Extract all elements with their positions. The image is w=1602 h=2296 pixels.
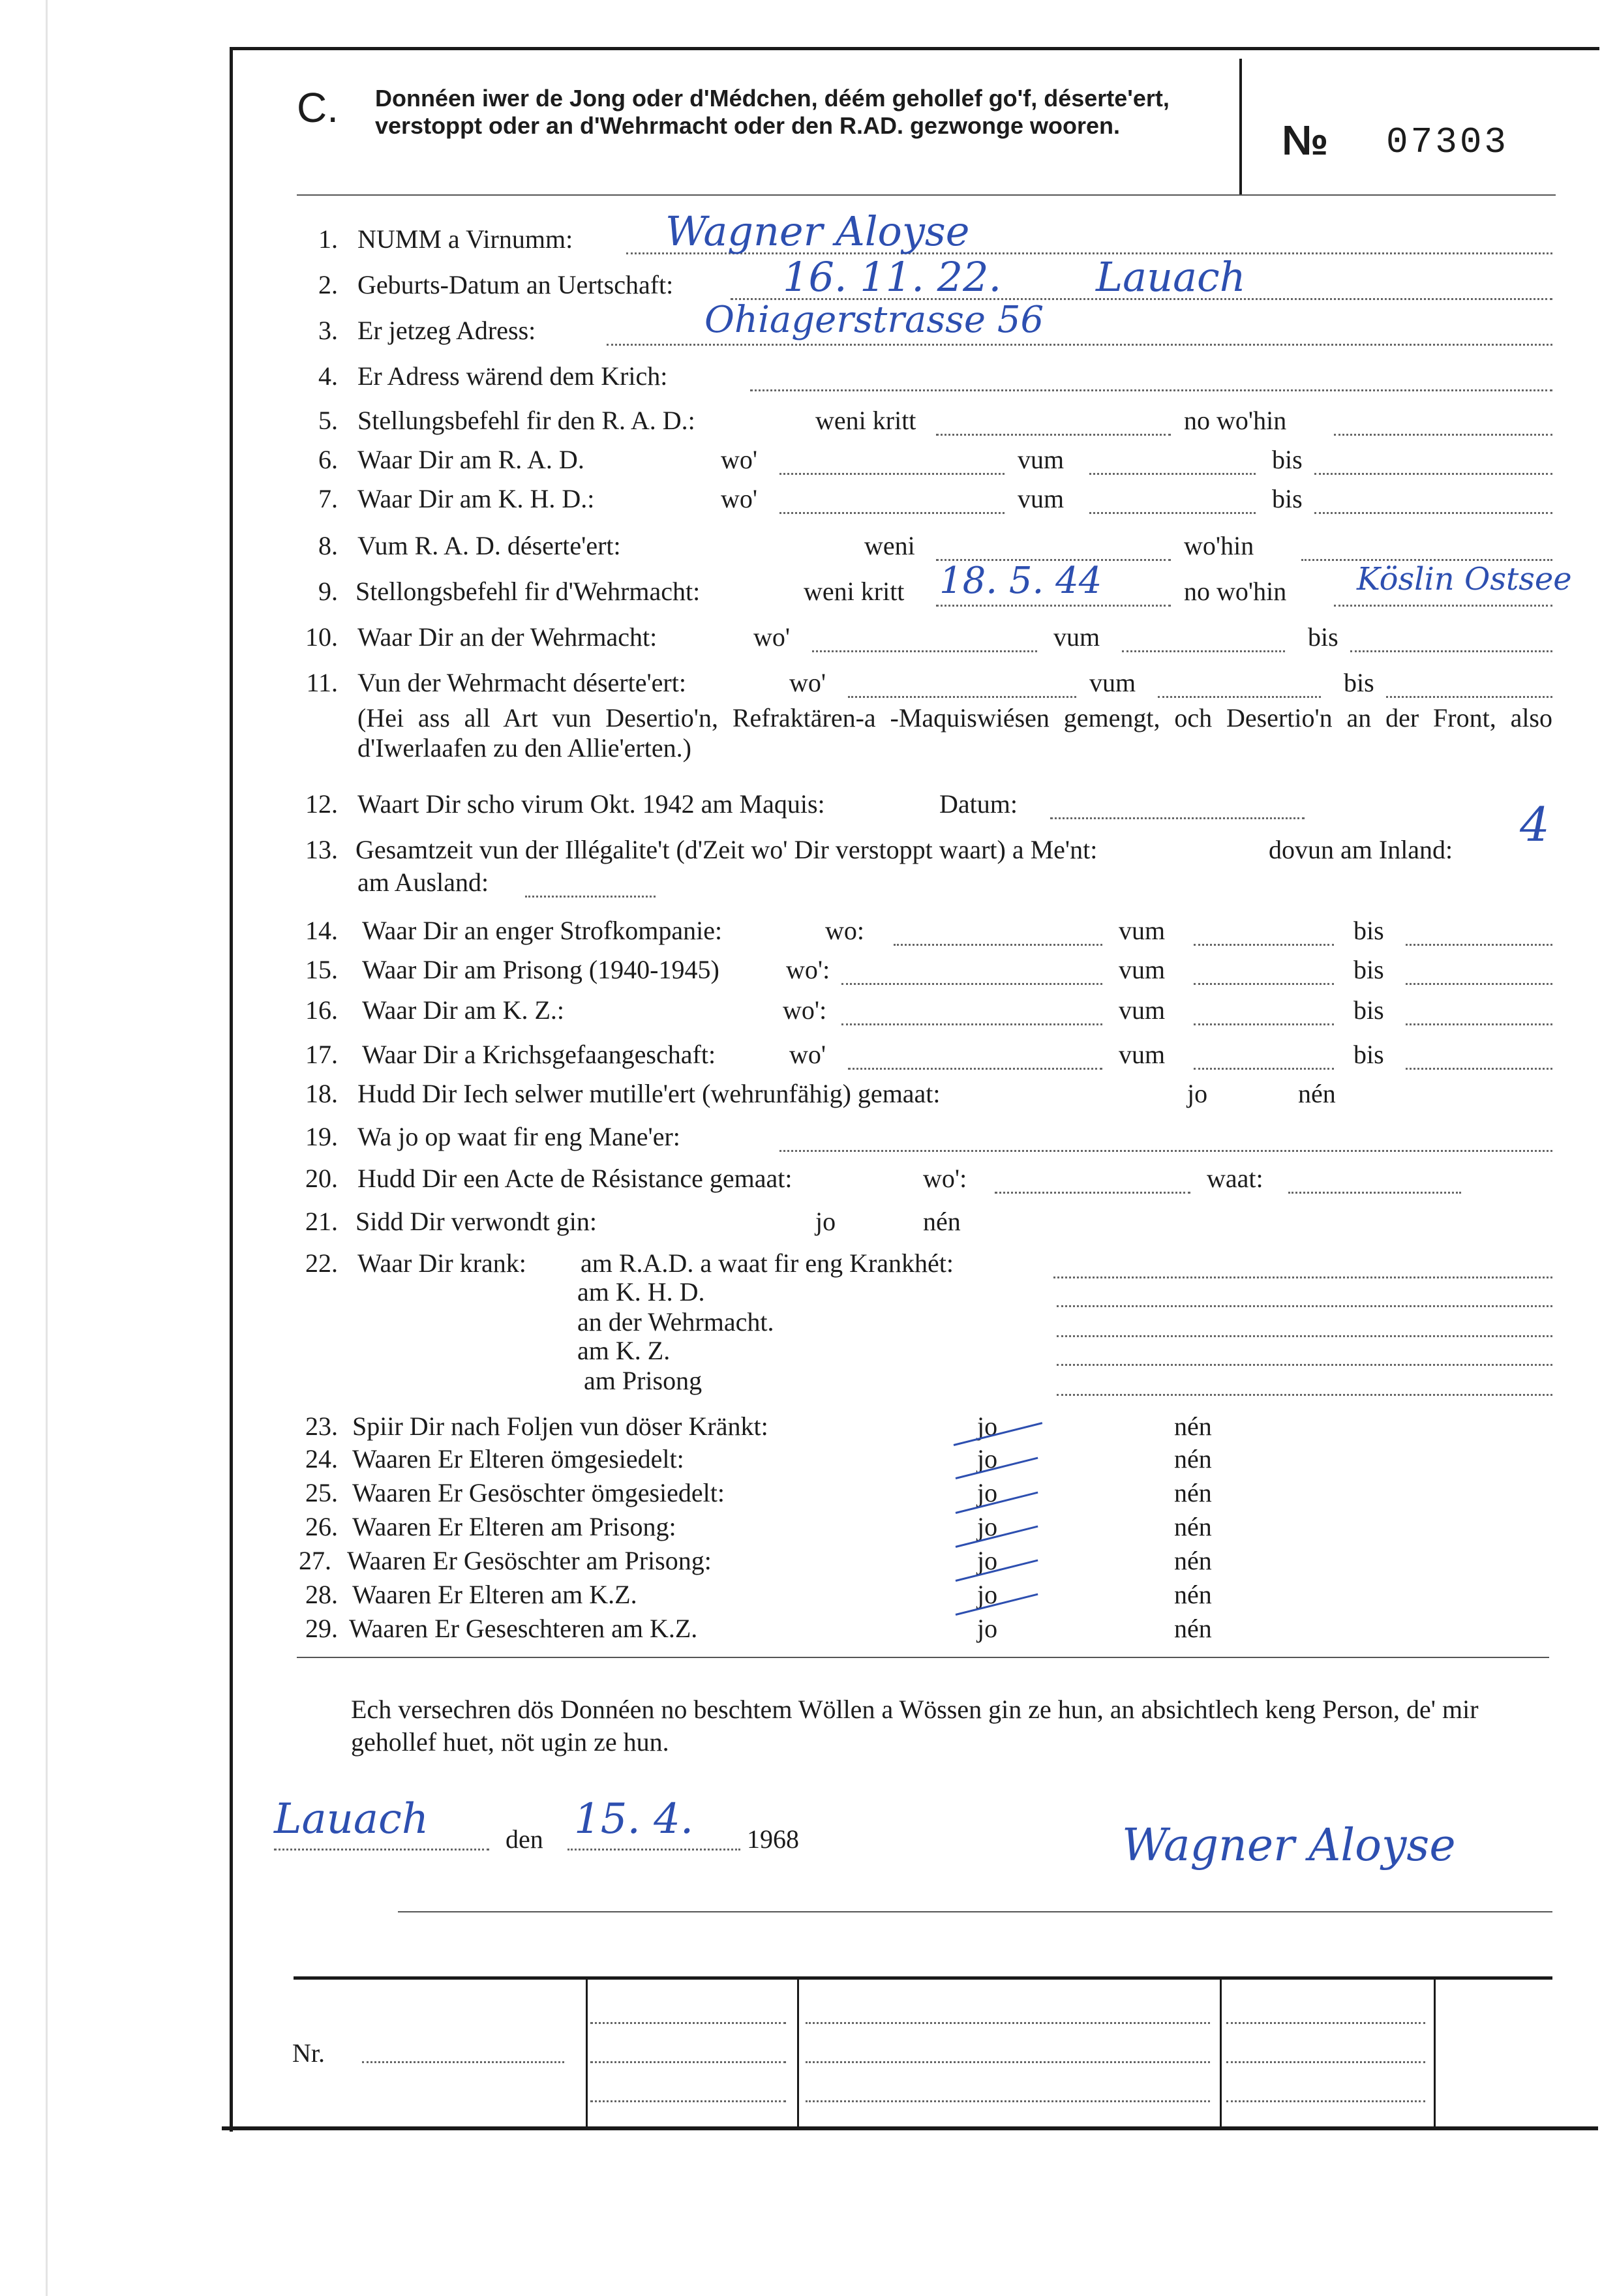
handwritten-birth-date: 16. 11. 22.: [783, 253, 1002, 301]
fill-line[interactable]: [1334, 605, 1552, 607]
field-number: 5.: [318, 406, 338, 435]
field-label: Waar Dir krank:: [357, 1248, 526, 1278]
footer-divider: [1434, 1976, 1436, 2128]
number-sign: №: [1282, 117, 1329, 164]
field-number: 22.: [305, 1248, 338, 1278]
field-sub-label: vum: [1119, 995, 1166, 1025]
field-sub-label: weni: [864, 531, 915, 560]
fill-line[interactable]: [607, 344, 1552, 346]
yes-option[interactable]: jo: [815, 1207, 836, 1236]
field-number: 21.: [305, 1207, 338, 1236]
field-sub-label: vum: [1119, 916, 1166, 945]
desertion-note: (Hei ass all Art vun Desertio'n, Refraktären-a -Maquiswiésen gemengt, och Desertio'n an der Front, also d'Iwerlaafen zu den Allie'erten.): [357, 703, 1552, 763]
field-sub-label: vum: [1018, 484, 1065, 513]
field-label: Wa jo op waat fir eng Mane'er:: [357, 1122, 680, 1151]
fill-line[interactable]: [812, 650, 1037, 652]
yes-option[interactable]: jo: [1187, 1079, 1208, 1108]
field-label: Gesamtzeit vun der Illégalite't (d'Zeit wo' Dir verstoppt waart) a Me'nt:: [355, 835, 1098, 864]
field-sub-label: no wo'hin: [1184, 577, 1287, 606]
yes-option[interactable]: jo: [977, 1412, 998, 1441]
field-number: 2.: [318, 270, 338, 299]
no-option[interactable]: nén: [1174, 1580, 1212, 1609]
yes-option[interactable]: jo: [977, 1478, 998, 1507]
field-label: Stellungsbefehl fir den R. A. D.:: [357, 406, 695, 435]
footer-line[interactable]: [1226, 2061, 1425, 2063]
field-sub-label: an der Wehrmacht.: [577, 1307, 774, 1337]
field-row-5: [0, 397, 1602, 436]
field-label: Waar Dir an enger Strofkompanie:: [362, 916, 723, 945]
field-number: 23.: [305, 1412, 338, 1441]
field-sub-label: wo': [753, 622, 791, 652]
field-sub-label: dovun am Inland:: [1269, 835, 1453, 864]
field-number: 20.: [305, 1164, 338, 1193]
field-row-14: [0, 907, 1602, 946]
field-label: Vun der Wehrmacht déserte'ert:: [357, 668, 686, 697]
field-sub-label: wo':: [786, 955, 830, 984]
footer-divider: [797, 1976, 799, 2128]
field-label: Vum R. A. D. déserte'ert:: [357, 531, 621, 560]
fill-line[interactable]: [1050, 817, 1305, 819]
place-line[interactable]: [274, 1849, 489, 1850]
field-number: 14.: [305, 916, 338, 945]
field-number: 9.: [318, 577, 338, 606]
field-number: 8.: [318, 531, 338, 560]
field-sub-label: wo':: [783, 995, 827, 1025]
field-label: am Ausland:: [357, 868, 489, 897]
field-row-17: [0, 1031, 1602, 1070]
footer-line[interactable]: [590, 2061, 786, 2063]
section-letter: C.: [297, 84, 339, 131]
field-row-7: [0, 475, 1602, 514]
field-row-22e: [0, 1357, 1602, 1396]
field-row-20: [0, 1155, 1602, 1194]
field-sub-label: wo': [789, 668, 826, 697]
field-number: 11.: [306, 668, 338, 697]
field-sub-label: am R.A.D. a waat fir eng Krankhét:: [581, 1248, 954, 1278]
field-sub-label: Datum:: [939, 789, 1018, 819]
field-label: Waart Dir scho virum Okt. 1942 am Maquis:: [357, 789, 825, 819]
fill-line[interactable]: [779, 512, 1005, 514]
field-label: Waaren Er Gesöschter am Prisong:: [347, 1546, 712, 1575]
field-row-28: [0, 1571, 1602, 1610]
handwritten-address: Ohiagerstrasse 56: [704, 299, 1044, 341]
field-label: NUMM a Virnumm:: [357, 224, 573, 254]
field-number: 10.: [305, 622, 338, 652]
field-sub-label: bis: [1353, 995, 1384, 1025]
field-label: Er Adress wärend dem Krich:: [357, 361, 668, 391]
fill-line[interactable]: [936, 605, 1171, 607]
field-label: Waaren Er Elteren ömgesiedelt:: [352, 1444, 684, 1473]
field-row-10: [0, 613, 1602, 652]
no-option[interactable]: nén: [1174, 1478, 1212, 1507]
section-title: Donnéen iwer de Jong oder d'Médchen, déém gehollef go'f, déserte'ert, verstoppt oder an d'Wehrmacht oder den R.AD. gezwonge wooren.: [375, 85, 1170, 139]
field-label: Waar Dir am Prisong (1940-1945): [362, 955, 719, 984]
no-option[interactable]: nén: [1298, 1079, 1336, 1108]
form-number: 07303: [1386, 121, 1509, 163]
field-number: 18.: [305, 1079, 338, 1108]
den-label: den: [506, 1824, 543, 1854]
no-option[interactable]: nén: [1174, 1412, 1212, 1441]
fill-line[interactable]: [1350, 650, 1552, 652]
field-number: 13.: [305, 835, 338, 864]
field-sub-label: bis: [1353, 1040, 1384, 1069]
yes-option[interactable]: jo: [977, 1580, 998, 1609]
fill-line[interactable]: [779, 1150, 1552, 1152]
field-sub-label: bis: [1272, 484, 1303, 513]
field-row-25: [0, 1469, 1602, 1508]
fill-line[interactable]: [1089, 512, 1256, 514]
field-sub-label: wo':: [923, 1164, 967, 1193]
field-label: Waaren Er Elteren am Prisong:: [352, 1512, 676, 1541]
fill-line[interactable]: [750, 389, 1552, 391]
no-option[interactable]: nén: [1174, 1444, 1212, 1473]
handwritten-order-date: 18. 5. 44: [939, 560, 1102, 602]
handwritten-signature: Wagner Aloyse: [1122, 1820, 1456, 1871]
header-divider: [1239, 59, 1242, 196]
footer-line[interactable]: [806, 2061, 1210, 2063]
field-sub-label: wo:: [825, 916, 864, 945]
field-number: 12.: [305, 789, 338, 819]
handwritten-birth-place: Lauach: [1096, 253, 1246, 301]
field-label: Er jetzeg Adress:: [357, 316, 536, 345]
handwritten-name: Wagner Aloyse: [665, 207, 970, 255]
fill-line[interactable]: [525, 896, 656, 898]
handwritten-signing-place: Lauach: [274, 1795, 429, 1843]
fill-line[interactable]: [1194, 1023, 1334, 1025]
fill-line[interactable]: [841, 1023, 1102, 1025]
header-rule: [297, 194, 1556, 196]
field-sub-label: wo'hin: [1184, 531, 1254, 560]
yes-option[interactable]: jo: [977, 1444, 998, 1473]
no-option[interactable]: nén: [1174, 1512, 1212, 1541]
field-label: Spiir Dir nach Foljen vun döser Kränkt:: [352, 1412, 768, 1441]
field-sub-label: wo': [789, 1040, 826, 1069]
fill-line[interactable]: [1406, 1023, 1552, 1025]
field-number: 27.: [299, 1546, 331, 1575]
field-row-6: [0, 436, 1602, 475]
field-label: Hudd Dir Iech selwer mutille'ert (wehrunfähig) gemaat:: [357, 1079, 941, 1108]
field-sub-label: bis: [1353, 955, 1384, 984]
field-label: Stellongsbefehl fir d'Wehrmacht:: [355, 577, 701, 606]
field-row-29: [0, 1605, 1602, 1644]
field-number: 16.: [305, 995, 338, 1025]
yes-option[interactable]: jo: [977, 1512, 998, 1541]
field-row-26: [0, 1503, 1602, 1542]
declaration-rule: [297, 1657, 1549, 1658]
handwritten-signing-date: 15. 4.: [574, 1795, 694, 1843]
yes-option[interactable]: jo: [977, 1546, 998, 1575]
field-label: Waar Dir am K. Z.:: [362, 995, 564, 1025]
field-label: Sidd Dir verwondt gin:: [355, 1207, 597, 1236]
field-row-27: [0, 1537, 1602, 1576]
field-number: 29.: [305, 1614, 338, 1643]
field-row-19: [0, 1113, 1602, 1152]
field-number: 28.: [305, 1580, 338, 1609]
fill-line[interactable]: [1406, 983, 1552, 985]
footer-line[interactable]: [806, 2100, 1210, 2102]
field-row-15: [0, 946, 1602, 985]
nr-label: Nr.: [292, 2038, 325, 2068]
field-sub-label: am K. Z.: [577, 1336, 671, 1365]
field-label: Waaren Er Elteren am K.Z.: [352, 1580, 637, 1609]
field-sub-label: no wo'hin: [1184, 406, 1287, 435]
fill-line[interactable]: [1386, 696, 1552, 698]
field-label: Waar Dir am R. A. D.: [357, 445, 584, 474]
declaration-text: Ech versechren dös Donnéen no beschtem Wöllen a Wössen gin ze hun, an absichtlech keng Person, de' mir gehollef huet, nöt ugin ze hun.: [351, 1695, 1479, 1757]
fill-line[interactable]: [1314, 512, 1552, 514]
field-sub-label: waat:: [1207, 1164, 1263, 1193]
field-number: 4.: [318, 361, 338, 391]
footer-line[interactable]: [590, 2100, 786, 2102]
field-sub-label: vum: [1053, 622, 1100, 652]
field-row-13b: [0, 858, 1602, 898]
footer-divider: [586, 1976, 588, 2128]
frame-bottom-border: [222, 2126, 1598, 2130]
field-number: 17.: [305, 1040, 338, 1069]
handwritten-months: 4: [1520, 797, 1550, 852]
field-number: 24.: [305, 1444, 338, 1473]
field-sub-label: wo': [721, 445, 758, 474]
footer-line[interactable]: [806, 2022, 1210, 2024]
field-label: Waar Dir am K. H. D.:: [357, 484, 595, 513]
footer-line[interactable]: [590, 2022, 786, 2024]
footer-top-rule: [294, 1976, 1552, 1980]
field-label: Waar Dir an der Wehrmacht:: [357, 622, 657, 652]
date-line[interactable]: [567, 1849, 740, 1850]
fill-line[interactable]: [1158, 696, 1321, 698]
field-label: Waaren Er Gesöschter ömgesiedelt:: [352, 1478, 725, 1507]
fill-line[interactable]: [995, 1192, 1190, 1194]
field-sub-label: bis: [1272, 445, 1303, 474]
field-label: Waaren Er Geseschteren am K.Z.: [349, 1614, 698, 1643]
no-option[interactable]: nén: [1174, 1546, 1212, 1575]
nr-line[interactable]: [362, 2061, 564, 2063]
fill-line[interactable]: [1288, 1192, 1461, 1194]
field-row-12: [0, 780, 1602, 819]
field-sub-label: bis: [1344, 668, 1374, 697]
field-row-4: [0, 352, 1602, 391]
frame-top-border: [230, 47, 1599, 50]
footer-line[interactable]: [1226, 2100, 1425, 2102]
field-sub-label: weni kritt: [804, 577, 905, 606]
field-number: 1.: [318, 224, 338, 254]
field-row-18: [0, 1070, 1602, 1109]
yes-option[interactable]: jo: [977, 1614, 998, 1643]
fill-line[interactable]: [1057, 1394, 1552, 1396]
no-option[interactable]: nén: [1174, 1614, 1212, 1643]
handwritten-order-place: Köslin Ostsee: [1357, 561, 1572, 597]
field-sub-label: vum: [1119, 1040, 1166, 1069]
field-sub-label: vum: [1089, 668, 1136, 697]
field-row-16: [0, 986, 1602, 1025]
fill-line[interactable]: [841, 983, 1102, 985]
fill-line[interactable]: [848, 696, 1076, 698]
field-sub-label: wo': [721, 484, 758, 513]
field-label: Hudd Dir een Acte de Résistance gemaat:: [357, 1164, 793, 1193]
field-sub-label: bis: [1353, 916, 1384, 945]
field-row-21: [0, 1198, 1602, 1237]
field-number: 6.: [318, 445, 338, 474]
no-option[interactable]: nén: [923, 1207, 961, 1236]
field-row-11: [0, 659, 1602, 698]
field-number: 25.: [305, 1478, 338, 1507]
field-label: Waar Dir a Krichsgefaangeschaft:: [362, 1040, 716, 1069]
field-row-24: [0, 1435, 1602, 1474]
footer-line[interactable]: [1226, 2022, 1425, 2024]
field-sub-label: am K. H. D.: [577, 1277, 705, 1307]
fill-line[interactable]: [1122, 650, 1285, 652]
footer-divider: [1220, 1976, 1222, 2128]
field-sub-label: weni kritt: [815, 406, 916, 435]
field-number: 15.: [305, 955, 338, 984]
field-sub-label: bis: [1308, 622, 1338, 652]
field-row-8: [0, 522, 1602, 561]
field-label: Geburts-Datum an Uertschaft:: [357, 270, 674, 299]
field-number: 19.: [305, 1122, 338, 1151]
fill-line[interactable]: [1194, 983, 1334, 985]
field-sub-label: vum: [1119, 955, 1166, 984]
field-number: 3.: [318, 316, 338, 345]
field-sub-label: vum: [1018, 445, 1065, 474]
year-label: 1968: [747, 1824, 799, 1854]
field-sub-label: am Prisong: [584, 1366, 703, 1395]
field-number: 26.: [305, 1512, 338, 1541]
field-number: 7.: [318, 484, 338, 513]
signature-rule: [398, 1911, 1552, 1912]
